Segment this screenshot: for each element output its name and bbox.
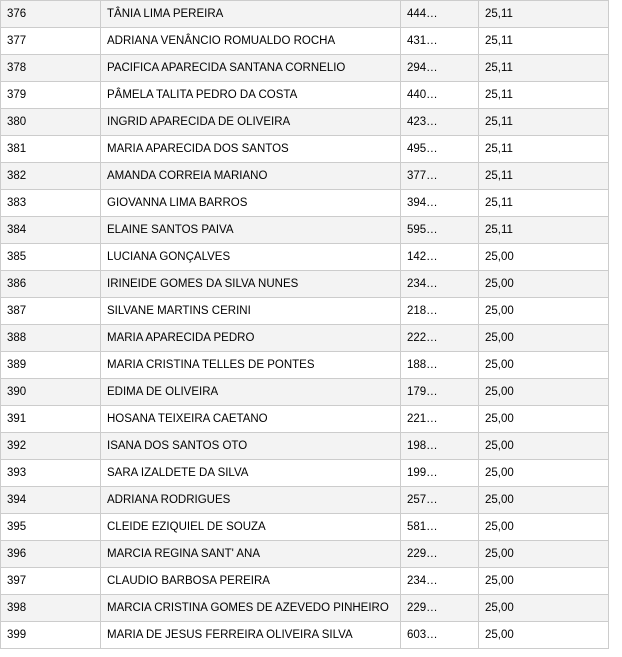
row-value: 25,11 [479,82,609,109]
row-value: 25,11 [479,136,609,163]
row-number: 395 [1,514,101,541]
row-code: 257… [401,487,479,514]
row-code: 581… [401,514,479,541]
row-name: TÂNIA LIMA PEREIRA [101,1,401,28]
row-name: SARA IZALDETE DA SILVA [101,460,401,487]
row-number: 394 [1,487,101,514]
row-code: 218… [401,298,479,325]
row-code: 440… [401,82,479,109]
row-number: 384 [1,217,101,244]
row-value: 25,00 [479,325,609,352]
row-number: 385 [1,244,101,271]
row-code: 179… [401,379,479,406]
table-row [1,82,609,109]
row-name: MARIA APARECIDA DOS SANTOS [101,136,401,163]
row-value: 25,00 [479,244,609,271]
row-code: 234… [401,271,479,298]
row-code: 495… [401,136,479,163]
row-code: 603… [401,622,479,649]
row-name: SILVANE MARTINS CERINI [101,298,401,325]
row-code: 222… [401,325,479,352]
table-row [1,595,609,622]
row-number: 380 [1,109,101,136]
table-row [1,325,609,352]
row-value: 25,11 [479,217,609,244]
table-row [1,568,609,595]
table-row [1,487,609,514]
table-row [1,460,609,487]
table-body [1,1,609,649]
row-value: 25,00 [479,379,609,406]
row-name: ADRIANA RODRIGUES [101,487,401,514]
row-code: 394… [401,190,479,217]
row-number: 381 [1,136,101,163]
row-code: 444… [401,1,479,28]
row-value: 25,11 [479,109,609,136]
row-name: PÂMELA TALITA PEDRO DA COSTA [101,82,401,109]
row-value: 25,00 [479,622,609,649]
table-row [1,514,609,541]
row-number: 390 [1,379,101,406]
row-name: CLEIDE EZIQUIEL DE SOUZA [101,514,401,541]
row-name: LUCIANA GONÇALVES [101,244,401,271]
table-row [1,136,609,163]
row-number: 388 [1,325,101,352]
row-name: ISANA DOS SANTOS OTO [101,433,401,460]
table-row [1,28,609,55]
row-number: 387 [1,298,101,325]
row-name: MARIA APARECIDA PEDRO [101,325,401,352]
table-row [1,622,609,649]
table-row [1,190,609,217]
table-row [1,379,609,406]
row-name: MARCIA REGINA SANT' ANA [101,541,401,568]
table-row [1,298,609,325]
table-row [1,55,609,82]
table-row [1,541,609,568]
row-value: 25,00 [479,514,609,541]
row-name: ELAINE SANTOS PAIVA [101,217,401,244]
row-number: 378 [1,55,101,82]
row-number: 393 [1,460,101,487]
table-row [1,352,609,379]
table-row [1,217,609,244]
row-code: 199… [401,460,479,487]
row-code: 294… [401,55,479,82]
row-number: 397 [1,568,101,595]
row-code: 229… [401,595,479,622]
row-name: MARCIA CRISTINA GOMES DE AZEVEDO PINHEIRO [101,595,401,622]
row-number: 391 [1,406,101,433]
row-name: ADRIANA VENÂNCIO ROMUALDO ROCHA [101,28,401,55]
row-number: 398 [1,595,101,622]
row-value: 25,00 [479,541,609,568]
row-number: 389 [1,352,101,379]
table-row [1,271,609,298]
row-value: 25,11 [479,163,609,190]
table-row [1,244,609,271]
row-value: 25,00 [479,595,609,622]
row-value: 25,00 [479,460,609,487]
row-code: 423… [401,109,479,136]
row-value: 25,11 [479,190,609,217]
row-code: 431… [401,28,479,55]
row-name: CLAUDIO BARBOSA PEREIRA [101,568,401,595]
row-name: GIOVANNA LIMA BARROS [101,190,401,217]
row-value: 25,11 [479,1,609,28]
row-code: 595… [401,217,479,244]
row-value: 25,00 [479,487,609,514]
table-row [1,109,609,136]
row-code: 221… [401,406,479,433]
row-name: HOSANA TEIXEIRA CAETANO [101,406,401,433]
row-value: 25,00 [479,352,609,379]
row-number: 399 [1,622,101,649]
row-name: AMANDA CORREIA MARIANO [101,163,401,190]
row-value: 25,00 [479,568,609,595]
row-name: PACIFICA APARECIDA SANTANA CORNELIO [101,55,401,82]
table-row [1,163,609,190]
table-row [1,1,609,28]
row-value: 25,00 [479,406,609,433]
row-value: 25,11 [479,28,609,55]
row-number: 392 [1,433,101,460]
row-code: 188… [401,352,479,379]
row-name: INGRID APARECIDA DE OLIVEIRA [101,109,401,136]
row-code: 377… [401,163,479,190]
row-name: IRINEIDE GOMES DA SILVA NUNES [101,271,401,298]
row-number: 377 [1,28,101,55]
row-number: 383 [1,190,101,217]
row-name: MARIA DE JESUS FERREIRA OLIVEIRA SILVA [101,622,401,649]
table-row [1,406,609,433]
row-code: 234… [401,568,479,595]
row-number: 386 [1,271,101,298]
row-value: 25,00 [479,298,609,325]
row-number: 382 [1,163,101,190]
row-code: 142… [401,244,479,271]
row-code: 198… [401,433,479,460]
row-code: 229… [401,541,479,568]
row-value: 25,00 [479,271,609,298]
row-name: EDIMA DE OLIVEIRA [101,379,401,406]
row-value: 25,11 [479,55,609,82]
row-value: 25,00 [479,433,609,460]
row-number: 396 [1,541,101,568]
table-row [1,433,609,460]
row-number: 379 [1,82,101,109]
row-name: MARIA CRISTINA TELLES DE PONTES [101,352,401,379]
row-number: 376 [1,1,101,28]
